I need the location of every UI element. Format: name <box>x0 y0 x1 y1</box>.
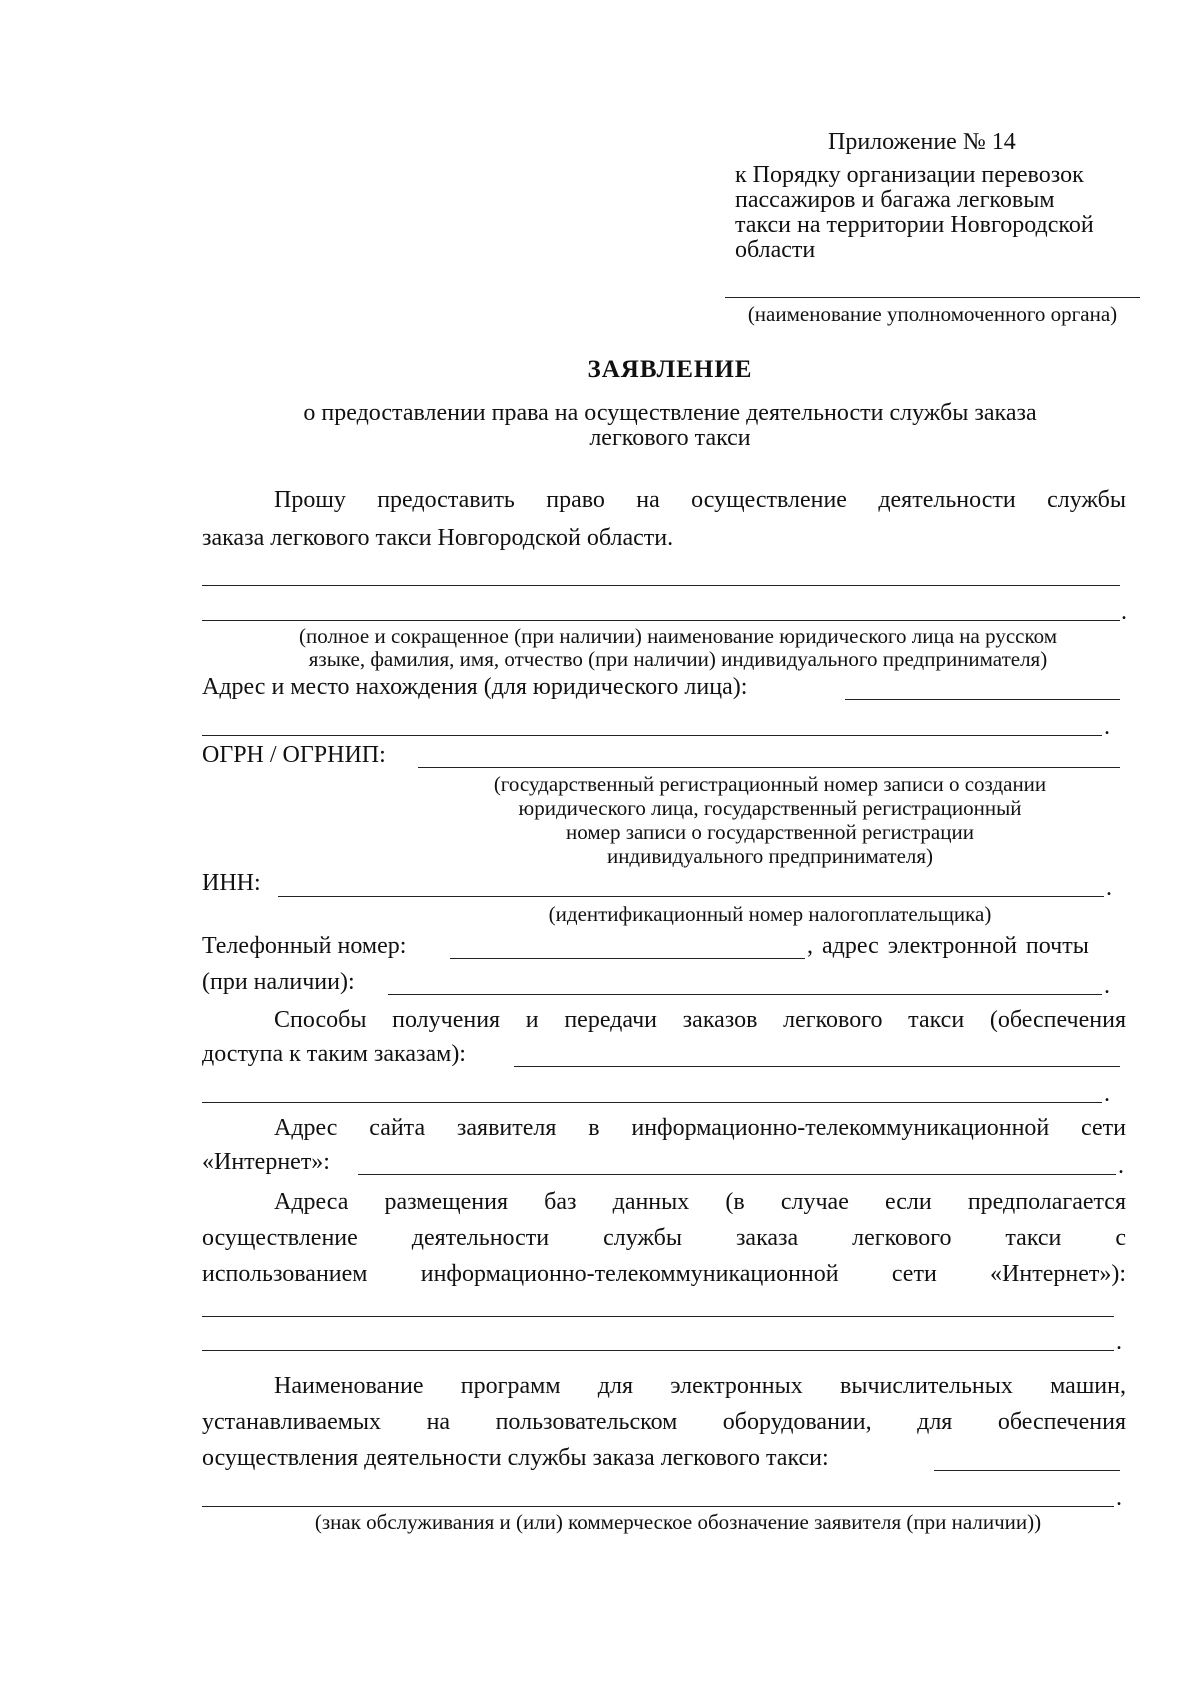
appendix-reference-line: к Порядку организации перевозок <box>735 162 1084 188</box>
appendix-reference-line: такси на территории Новгородской <box>735 212 1094 238</box>
line-end-period: . <box>1116 1485 1122 1511</box>
request-text-line: Прошу предоставить право на осуществление деятельности службы <box>274 487 1126 513</box>
ogrn-caption-line: (государственный регистрационный номер записи о создании <box>493 772 1047 796</box>
databases-field-line[interactable] <box>202 1316 1114 1317</box>
software-field-line[interactable] <box>934 1470 1120 1471</box>
authority-field-line[interactable] <box>725 297 1140 298</box>
applicant-name-caption: языке, фамилия, имя, отчество (при наличии) индивидуального предпринимателя) <box>308 647 1048 671</box>
ogrn-caption <box>420 772 1120 868</box>
website-text-line: «Интернет»: <box>202 1149 330 1175</box>
line-end-period: . <box>1104 1081 1110 1107</box>
authority-caption: (наименование уполномоченного органа) <box>747 302 1118 326</box>
appendix-reference <box>735 163 1094 263</box>
email-label-continued: (при наличии): <box>202 969 355 995</box>
software-field-line[interactable] <box>202 1506 1114 1507</box>
ogrn-caption-line: номер записи о государственной регистрации <box>566 820 974 844</box>
phone-label: Телефонный номер: <box>202 933 407 959</box>
inn-label: ИНН: <box>202 870 261 896</box>
phone-field-line[interactable] <box>450 958 805 959</box>
databases-text-line: осуществление деятельности службы заказа легкового такси с <box>202 1225 1126 1251</box>
document-subtitle-line: о предоставлении права на осуществление деятельности службы заказа <box>303 400 1037 426</box>
address-field-line[interactable] <box>845 699 1120 700</box>
line-end-period: . <box>1104 714 1110 740</box>
inn-caption: (идентификационный номер налогоплательщика) <box>548 902 992 926</box>
methods-text-line: доступа к таким заказам): <box>202 1041 466 1067</box>
appendix-reference-line: пассажиров и багажа легковым <box>735 187 1055 213</box>
request-text-line: заказа легкового такси Новгородской области. <box>202 525 674 551</box>
appendix-reference-line: области <box>735 237 816 263</box>
document-subtitle-line: легкового такси <box>589 425 751 451</box>
inn-field-line[interactable] <box>278 896 1104 897</box>
address-label: Адрес и место нахождения (для юридического лица): <box>202 674 748 700</box>
email-field-line[interactable] <box>388 994 1102 995</box>
methods-field-line[interactable] <box>514 1066 1120 1067</box>
applicant-name-line[interactable] <box>202 620 1120 621</box>
software-text-line: осуществления деятельности службы заказа легкового такси: <box>202 1445 829 1471</box>
applicant-name-line[interactable] <box>202 585 1120 586</box>
databases-text-line: Адреса размещения баз данных (в случае если предполагается <box>274 1189 1126 1215</box>
trademark-caption: (знак обслуживания и (или) коммерческое обозначение заявителя (при наличии)) <box>314 1510 1042 1534</box>
line-end-period: . <box>1104 973 1110 999</box>
document-title: ЗАЯВЛЕНИЕ <box>587 356 753 383</box>
ogrn-label: ОГРН / ОГРНИП: <box>202 742 386 768</box>
ogrn-caption-line: индивидуального предпринимателя) <box>606 844 934 868</box>
address-field-line[interactable] <box>202 735 1102 736</box>
line-end-period: . <box>1106 875 1112 901</box>
appendix-number: Приложение № 14 <box>828 129 1016 155</box>
line-end-period: . <box>1118 1153 1124 1179</box>
methods-field-line[interactable] <box>202 1102 1102 1103</box>
software-text-line: Наименование программ для электронных вычислительных машин, <box>274 1373 1126 1399</box>
applicant-name-caption: (полное и сокращенное (при наличии) наименование юридического лица на русском <box>298 624 1058 648</box>
website-field-line[interactable] <box>358 1174 1116 1175</box>
website-text-line: Адрес сайта заявителя в информационно-телекоммуникационной сети <box>274 1115 1126 1141</box>
line-end-period: . <box>1121 599 1127 625</box>
ogrn-field-line[interactable] <box>418 767 1120 768</box>
databases-text-line: использованием информационно-телекоммуникационной сети «Интернет»): <box>202 1261 1126 1287</box>
email-label: , адрес электронной почты <box>807 933 1089 959</box>
ogrn-caption-line: юридического лица, государственный регистрационный <box>518 796 1022 820</box>
methods-text-line: Способы получения и передачи заказов легкового такси (обеспечения <box>274 1007 1126 1033</box>
line-end-period: . <box>1116 1329 1122 1355</box>
software-text-line: устанавливаемых на пользовательском оборудовании, для обеспечения <box>202 1409 1126 1435</box>
databases-field-line[interactable] <box>202 1350 1114 1351</box>
